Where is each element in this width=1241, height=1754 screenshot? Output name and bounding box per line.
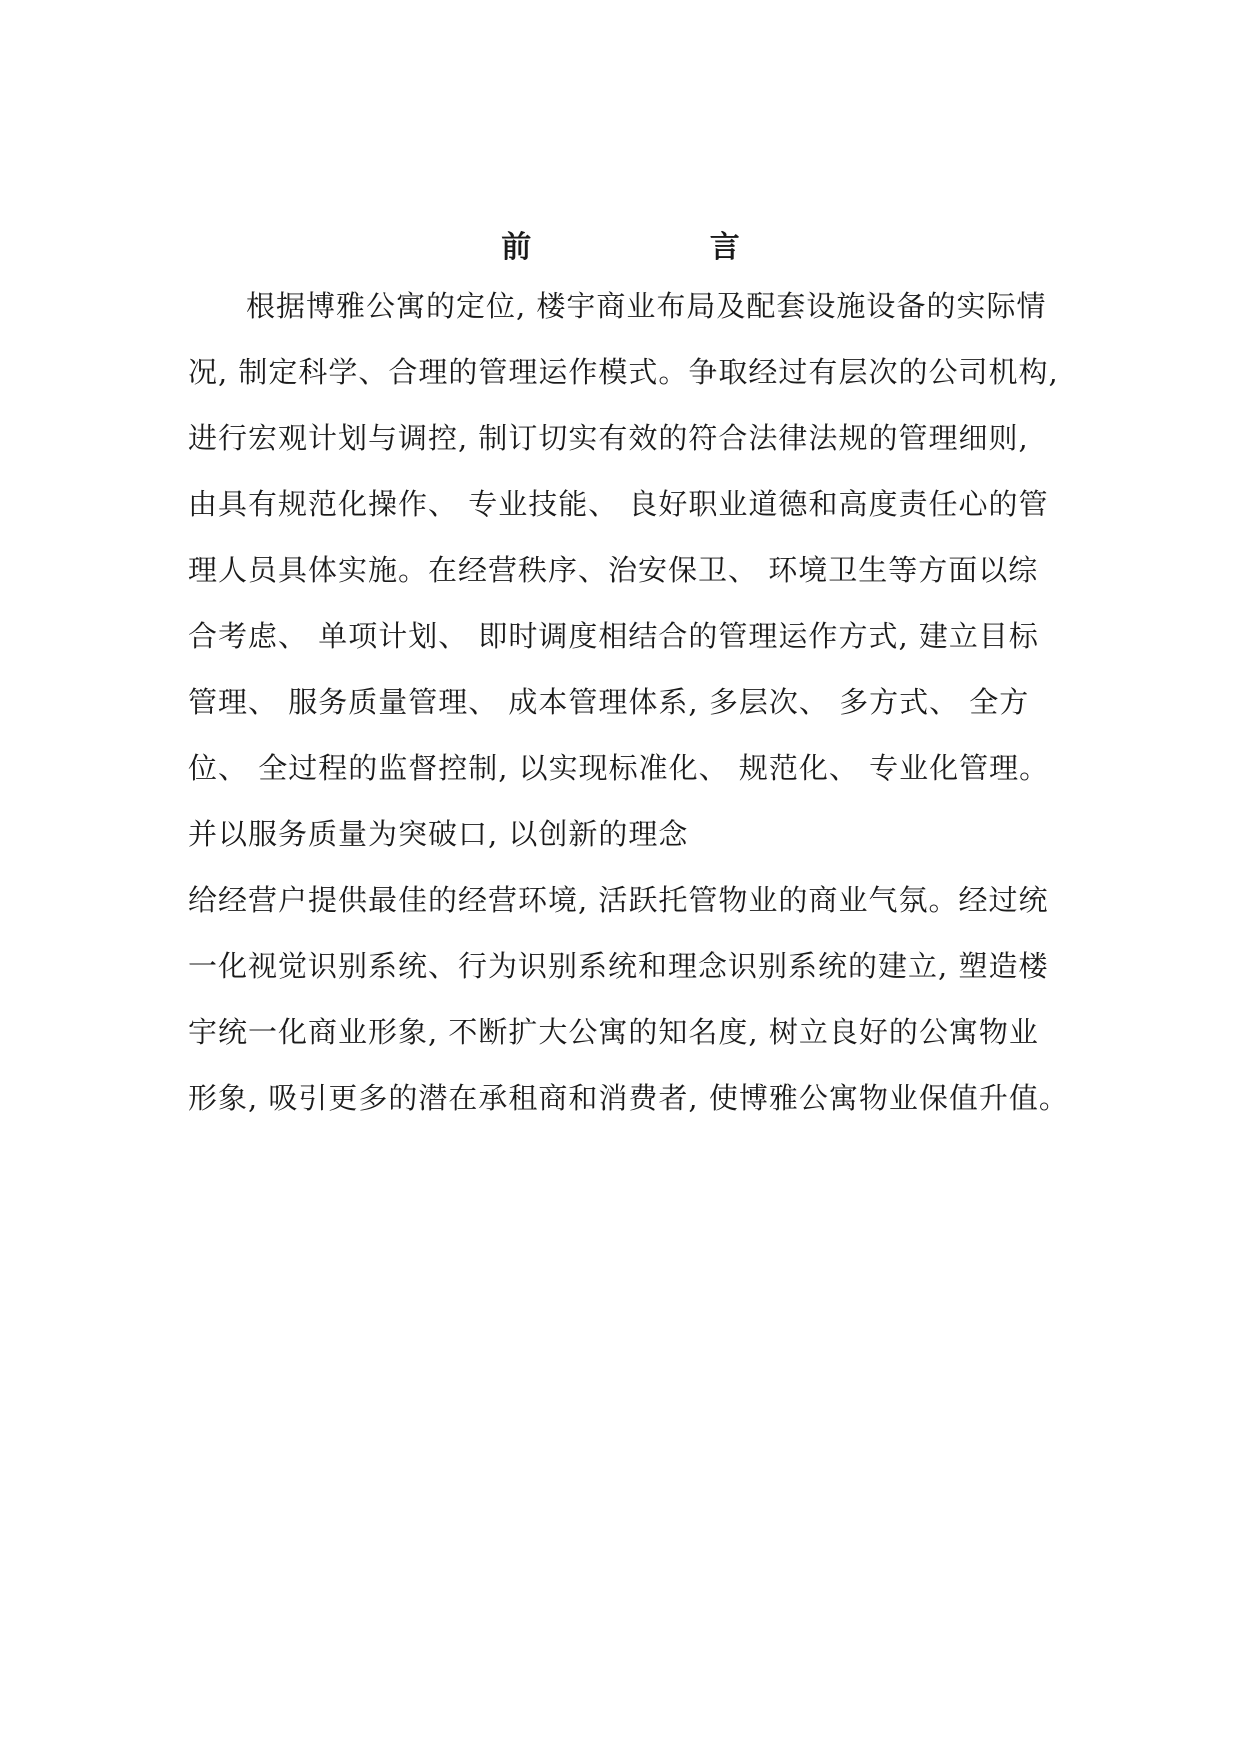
paragraph-line: 进行宏观计划与调控, 制订切实有效的符合法律法规的管理细则, <box>188 421 1029 455</box>
paragraph-line: 况, 制定科学、合理的管理运作模式。争取经过有层次的公司机构, <box>188 355 1059 389</box>
paragraph-line: 形象, 吸引更多的潜在承租商和消费者, 使博雅公寓物业保值升值。 <box>188 1081 1069 1115</box>
paragraph-line: 给经营户提供最佳的经营环境, 活跃托管物业的商业气氛。经过统 <box>188 883 1049 917</box>
paragraph-line: 由具有规范化操作、 专业技能、 良好职业道德和高度责任心的管 <box>188 487 1049 521</box>
paragraph-line: 一化视觉识别系统、行为识别系统和理念识别系统的建立, 塑造楼 <box>188 949 1049 983</box>
page-title: 前 言 <box>501 230 824 265</box>
paragraph-line: 管理、 服务质量管理、 成本管理体系, 多层次、 多方式、 全方 <box>188 685 1030 719</box>
paragraph-line: 合考虑、 单项计划、 即时调度相结合的管理运作方式, 建立目标 <box>188 619 1039 653</box>
paragraph-line: 位、 全过程的监督控制, 以实现标准化、 规范化、 专业化管理。 <box>188 751 1050 785</box>
paragraph-line: 并以服务质量为突破口, 以创新的理念 <box>188 817 689 851</box>
paragraph-line: 根据博雅公寓的定位, 楼宇商业布局及配套设施设备的实际情 <box>246 289 1047 323</box>
paragraph-line: 理人员具体实施。在经营秩序、治安保卫、 环境卫生等方面以综 <box>188 553 1039 587</box>
paragraph-line: 宇统一化商业形象, 不断扩大公寓的知名度, 树立良好的公寓物业 <box>188 1015 1039 1049</box>
